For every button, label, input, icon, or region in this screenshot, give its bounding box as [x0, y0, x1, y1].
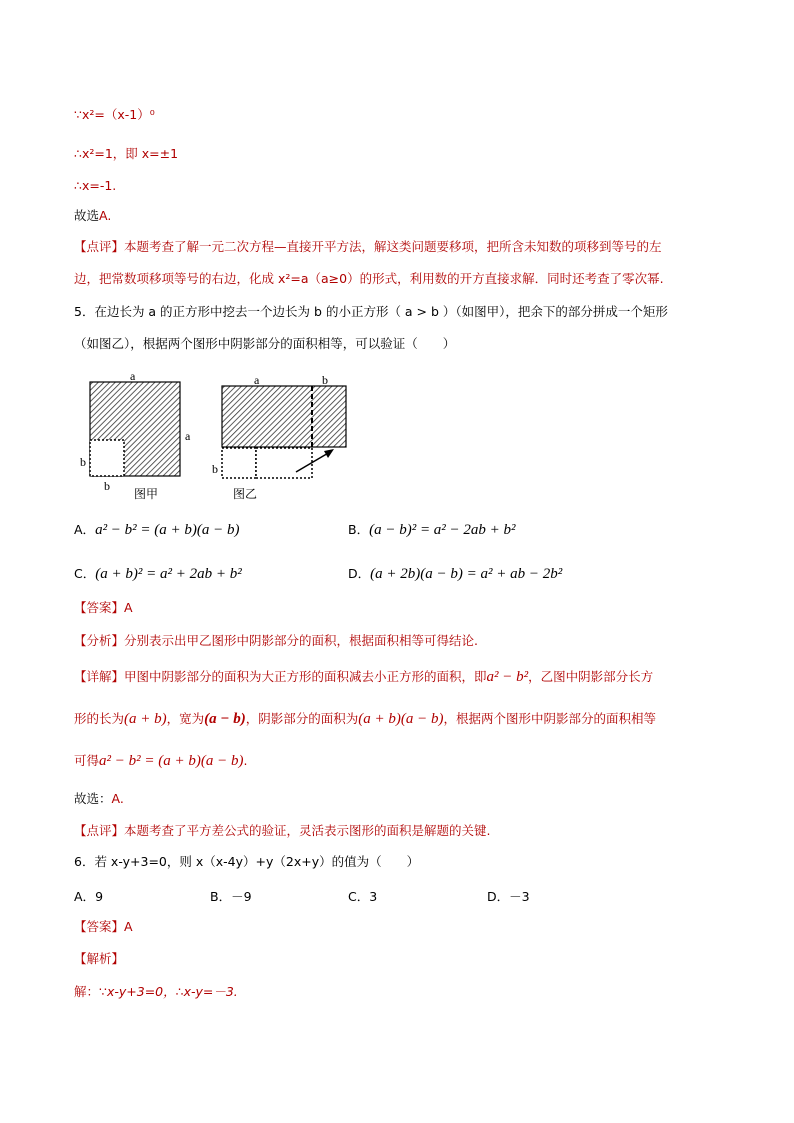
comment-tag: 【点评】	[74, 239, 125, 254]
solution-6: 解：∵x-y+3=0，∴x-y=－3.	[74, 984, 238, 999]
fig-label-b-rect: b	[322, 373, 328, 387]
fig-label-a-top: a	[130, 370, 136, 383]
fig-label-a-rect: a	[254, 373, 260, 387]
solution-6-tag: 【解析】	[74, 951, 125, 966]
comment-text-1: 本题考查了解一元二次方程—直接开平方法，解这类问题要移项，把所含未知数的项移到等号的左	[124, 239, 662, 254]
small-square-hole	[90, 440, 124, 476]
rectangle	[222, 386, 346, 447]
caption-right: 图乙	[233, 487, 258, 500]
solution-line-1: ∵x²=（x-1）⁰	[74, 107, 155, 122]
q6-option-d[interactable]: D．－3	[487, 889, 530, 904]
option-c[interactable]: C．(a + b)² = a² + 2ab + b²	[74, 566, 242, 582]
q6-option-b[interactable]: B．－9	[210, 889, 252, 904]
fig-label-a-right: a	[185, 429, 191, 443]
fig-label-b-bottom: b	[104, 479, 110, 493]
small-square-2	[256, 448, 312, 478]
option-a[interactable]: A．a² − b² = (a + b)(a − b)	[74, 522, 240, 538]
detail-5-line-1: 【详解】甲图中阴影部分的面积为大正方形的面积减去小正方形的面积，即a² − b²，乙图中阴影部分长方	[74, 669, 654, 685]
choice-line	[74, 207, 111, 225]
answer-5: 【答案】A	[74, 600, 133, 615]
option-d[interactable]: D．(a + 2b)(a − b) = a² + ab − 2b²	[348, 566, 563, 582]
choice-prefix: 故选	[74, 208, 100, 223]
arrow-head	[324, 449, 334, 458]
choice-value: A.	[99, 208, 112, 223]
figure-squares	[76, 370, 376, 500]
fig-label-b-left: b	[80, 455, 86, 469]
question-5-line-2: （如图乙），根据两个图形中阴影部分的面积相等，可以验证（ ）	[74, 336, 456, 351]
q6-option-c[interactable]: C．3	[348, 889, 378, 904]
choice-5: 故选：A.	[74, 791, 124, 806]
option-b[interactable]: B．(a − b)² = a² − 2ab + b²	[348, 522, 516, 538]
solution-line-2: ∴x²=1，即 x=±1	[74, 146, 179, 161]
comment-line-2: 边，把常数项移项等号的右边，化成 x²=a（a≥0）的形式，利用数的开方直接求解．同时还考查了零次幂.	[74, 271, 664, 286]
comment-line-1	[74, 238, 662, 256]
small-square-1	[222, 448, 256, 478]
answer-6: 【答案】A	[74, 919, 133, 934]
fig-label-b-rect-left: b	[212, 462, 218, 476]
comment-5: 【点评】本题考查了平方差公式的验证，灵活表示图形的面积是解题的关键.	[74, 823, 491, 838]
detail-5-line-3: 可得a² − b² = (a + b)(a − b).	[74, 753, 248, 769]
question-6-stem: 6．若 x-y+3=0，则 x（x-4y）+y（2x+y）的值为（ ）	[74, 854, 420, 869]
solution-line-3: ∴x=-1.	[74, 178, 117, 193]
caption-left: 图甲	[134, 487, 159, 500]
question-5-line-1: 5．在边长为 a 的正方形中挖去一个边长为 b 的小正方形（ a > b ）（如图甲），把余下的部分拼成一个矩形	[74, 304, 668, 319]
detail-5-line-2: 形的长为(a + b)，宽为(a − b)，阴影部分的面积为(a + b)(a − b)，根据两个图形中阴影部分的面积相等	[74, 711, 657, 727]
q6-option-a[interactable]: A．9	[74, 889, 104, 904]
analysis-5: 【分析】分别表示出甲乙图形中阴影部分的面积，根据面积相等可得结论.	[74, 633, 478, 648]
